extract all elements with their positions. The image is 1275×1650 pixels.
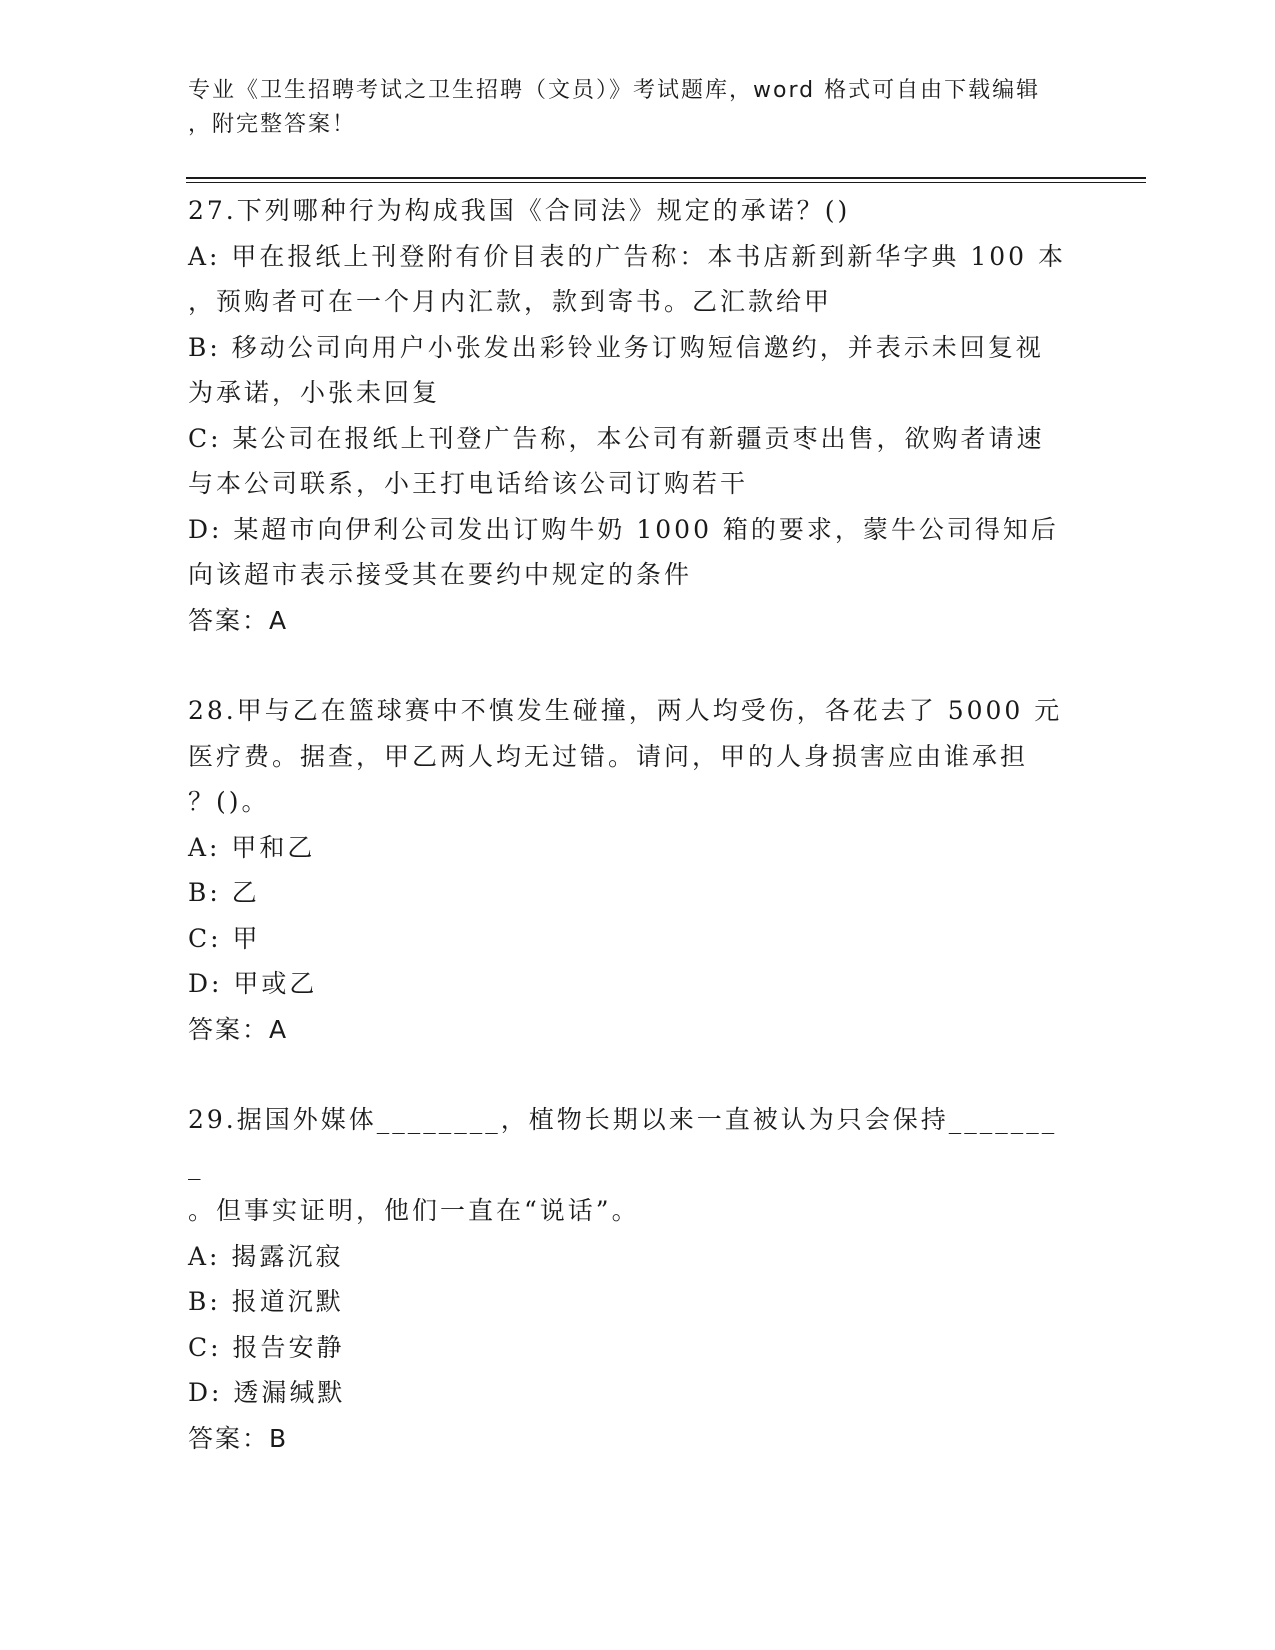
question-29 xyxy=(188,1097,1068,1461)
header-line-1: 专业《卫生招聘考试之卫生招聘（文员）》考试题库，word 格式可自由下载编辑 xyxy=(188,78,1041,103)
option-c[interactable]: C: 甲 xyxy=(188,923,261,953)
question-spacer xyxy=(188,1052,1068,1097)
question-list xyxy=(188,188,1068,1461)
page-header xyxy=(188,74,1068,142)
option-d[interactable]: D: 透漏缄默 xyxy=(188,1378,346,1407)
option-text: D: 某超市向伊利公司发出订购牛奶 1000 箱的要求，蒙牛公司得知后 xyxy=(188,514,1059,544)
question-stem: 27.下列哪种行为构成我国《合同法》规定的承诺？() xyxy=(188,196,851,225)
answer-label: 答案：A xyxy=(188,1014,289,1044)
question-stem: ？()。 xyxy=(188,787,270,816)
question-stem: 28.甲与乙在篮球赛中不慎发生碰撞，两人均受伤，各花去了 5000 元 xyxy=(188,696,1063,725)
option-text: C: 某公司在报纸上刊登广告称，本公司有新疆贡枣出售，欲购者请速 xyxy=(188,423,1045,453)
answer-label: 答案：B xyxy=(188,1423,289,1453)
header-line-2: ，附完整答案！ xyxy=(188,112,357,137)
option-a[interactable] xyxy=(188,234,1068,325)
option-d[interactable] xyxy=(188,507,1068,598)
option-a[interactable]: A: 揭露沉寂 xyxy=(188,1241,344,1271)
option-text: 与本公司联系，小王打电话给该公司订购若干 xyxy=(188,469,749,498)
header-divider-thick xyxy=(186,177,1146,179)
option-text: 向该超市表示接受其在要约中规定的条件 xyxy=(188,560,693,589)
option-b[interactable]: B: 报道沉默 xyxy=(188,1287,344,1316)
question-stem: 医疗费。据查，甲乙两人均无过错。请问，甲的人身损害应由谁承担 xyxy=(188,741,1029,771)
header-divider-thin xyxy=(186,182,1146,183)
question-spacer xyxy=(188,643,1068,688)
question-stem: 29.据国外媒体________，植物长期以来一直被认为只会保持________ xyxy=(188,1105,1058,1180)
question-28 xyxy=(188,688,1068,1052)
question-stem: 。但事实证明，他们一直在“说话”。 xyxy=(188,1196,640,1225)
option-c[interactable] xyxy=(188,416,1068,507)
option-text: 为承诺，小张未回复 xyxy=(188,378,441,407)
option-c[interactable]: C: 报告安静 xyxy=(188,1332,345,1362)
answer-label: 答案：A xyxy=(188,605,289,635)
option-text: A: 甲在报纸上刊登附有价目表的广告称：本书店新到新华字典 100 本 xyxy=(188,241,1067,271)
option-text: B: 移动公司向用户小张发出彩铃业务订购短信邀约，并表示未回复视 xyxy=(188,332,1044,362)
option-text: ，预购者可在一个月内汇款，款到寄书。乙汇款给甲 xyxy=(188,287,833,316)
option-b[interactable]: B: 乙 xyxy=(188,878,260,907)
option-a[interactable]: A: 甲和乙 xyxy=(188,832,316,862)
question-27 xyxy=(188,188,1068,643)
option-b[interactable] xyxy=(188,325,1068,416)
option-d[interactable]: D: 甲或乙 xyxy=(188,969,318,998)
